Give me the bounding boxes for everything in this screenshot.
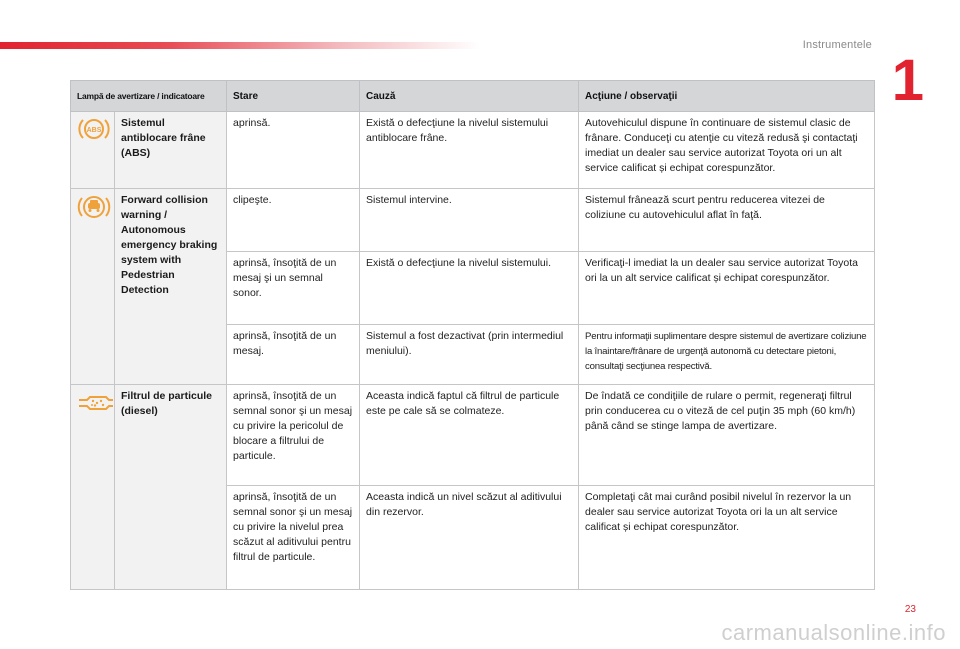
cause-cell: Sistemul a fost dezactivat (prin intermediul meniului). bbox=[360, 325, 579, 385]
icon-cell bbox=[71, 112, 115, 189]
header-state: Stare bbox=[227, 81, 360, 112]
state-cell: aprinsă, însoţită de un semnal sonor şi un mesaj cu privire la nivelul prea scăzut al aditivului pentru filtrul de particule. bbox=[227, 486, 360, 590]
icon-cell bbox=[71, 385, 115, 590]
header-accent-bar bbox=[0, 42, 480, 49]
state-cell: aprinsă, însoţită de un mesaj. bbox=[227, 325, 360, 385]
action-cell: Completaţi cât mai curând posibil nivelul în rezervor la un dealer sau service autorizat Toyota ori la un alt service calificat și echipat corespunzător. bbox=[579, 486, 875, 590]
state-cell: aprinsă. bbox=[227, 112, 360, 189]
watermark: carmanualsonline.info bbox=[721, 620, 946, 645]
particle-filter-icon bbox=[77, 389, 115, 422]
action-cell: De îndată ce condiţiile de rulare o permit, regeneraţi filtrul prin conducerea cu o viteză de cel puţin 35 mph (60 km/h) până când se stinge lampa de avertizare. bbox=[579, 385, 875, 486]
cause-cell: Există o defecţiune la nivelul sistemului. bbox=[360, 252, 579, 325]
action-cell: Sistemul frânează scurt pentru reducerea vitezei de coliziune cu autovehiculul aflat în faţă. bbox=[579, 189, 875, 252]
lamp-name: Filtrul de particule (diesel) bbox=[115, 385, 227, 590]
lamp-name: Sistemul antiblocare frâne (ABS) bbox=[115, 112, 227, 189]
header-action: Acţiune / observaţii bbox=[579, 81, 875, 112]
warning-lamps-table bbox=[70, 80, 875, 590]
section-title: Instrumentele bbox=[802, 39, 872, 51]
header-cause: Cauză bbox=[360, 81, 579, 112]
table-header-row bbox=[71, 81, 875, 112]
page-number: 23 bbox=[904, 604, 916, 615]
state-cell: aprinsă, însoţită de un semnal sonor şi un mesaj cu privire la pericolul de blocare a filtrului de particule. bbox=[227, 385, 360, 486]
state-cell: aprinsă, însoţită de un mesaj şi un semnal sonor. bbox=[227, 252, 360, 325]
action-cell: Verificaţi-l imediat la un dealer sau service autorizat Toyota ori la un alt service calificat și echipat corespunzător. bbox=[579, 252, 875, 325]
cause-cell: Există o defecţiune la nivelul sistemului antiblocare frâne. bbox=[360, 112, 579, 189]
cause-cell: Sistemul intervine. bbox=[360, 189, 579, 252]
abs-warning-icon bbox=[77, 116, 111, 147]
state-cell: clipeşte. bbox=[227, 189, 360, 252]
table-row bbox=[71, 189, 875, 252]
chapter-number: 1 bbox=[891, 48, 924, 113]
svg-text:ABS: ABS bbox=[86, 127, 102, 134]
header-lamp: Lampă de avertizare / indicatoare bbox=[71, 81, 227, 112]
cause-cell: Aceasta indică faptul că filtrul de particule este pe cale să se colmateze. bbox=[360, 385, 579, 486]
lamp-name: Forward collision warning / Autonomous emergency braking system with Pedestrian Detection bbox=[115, 189, 227, 385]
action-cell: Autovehiculul dispune în continuare de sistemul clasic de frânare. Conduceţi cu atenţie cu viteză redusă şi contactaţi imediat un dealer sau service autorizat Toyota ori un alt service calificat și echipat corespunzător. bbox=[579, 112, 875, 189]
icon-cell bbox=[71, 189, 115, 385]
table-row bbox=[71, 112, 875, 189]
action-cell: Pentru informaţii suplimentare despre sistemul de avertizare coliziune la înaintare/frânare de urgenţă autonomă cu detectare pietoni, consultaţi secţiunea respectivă. bbox=[579, 325, 875, 385]
table-row bbox=[71, 385, 875, 486]
cause-cell: Aceasta indică un nivel scăzut al aditivului din rezervor. bbox=[360, 486, 579, 590]
collision-warning-icon bbox=[77, 193, 111, 226]
